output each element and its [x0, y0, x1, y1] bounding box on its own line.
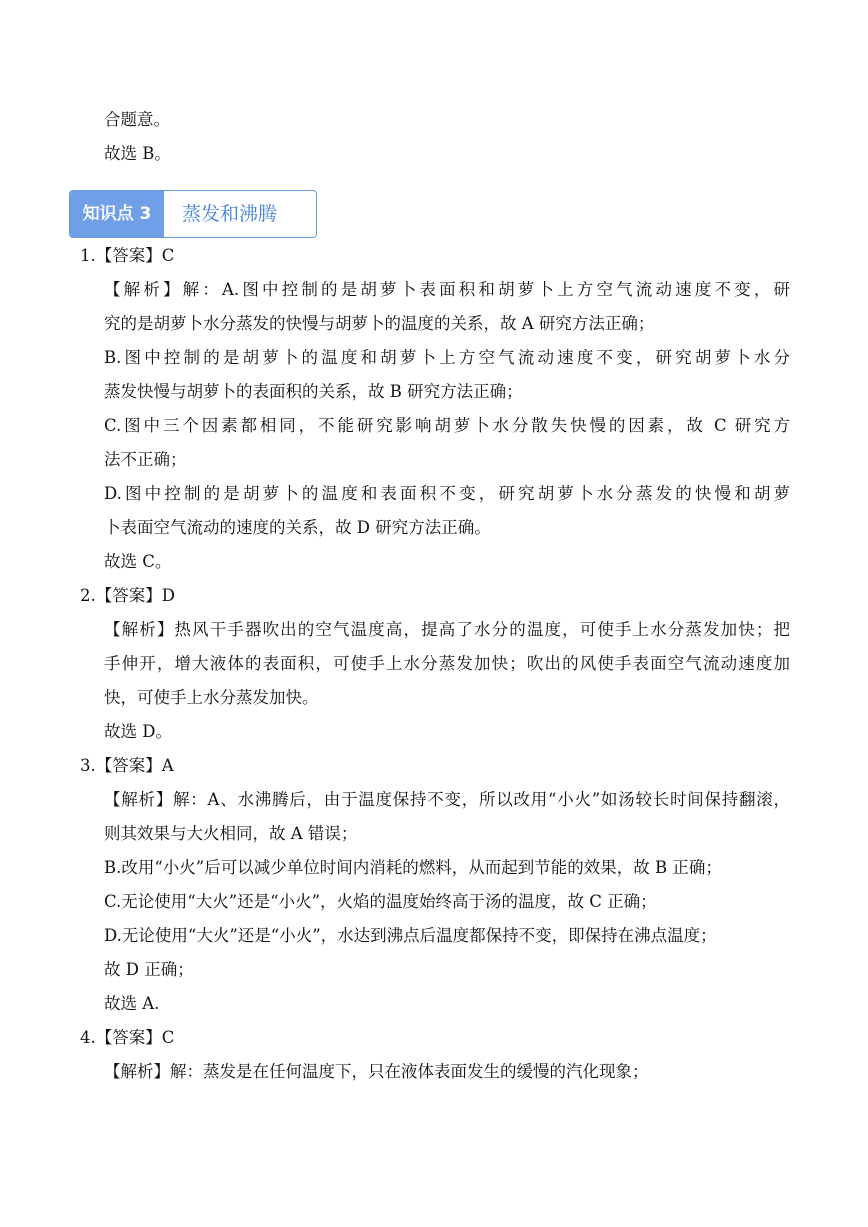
q4-line-1: 【解析】解：蒸发是在任何温度下，只在液体表面发生的缓慢的汽化现象；	[104, 1062, 649, 1081]
q3-line-7: 故选 A.	[104, 994, 160, 1013]
q1-line-6: 法不正确；	[104, 450, 187, 469]
q2-line-1: 【解析】热风干手器吹出的空气温度高，提高了水分的温度，可使手上水分蒸发加快；把	[104, 620, 790, 639]
q4-answer: 4.【答案】C	[80, 1028, 175, 1047]
section-tag: 知识点 3	[70, 191, 164, 237]
q3-line-2: 则其效果与大火相同，故 A 错误；	[104, 824, 358, 843]
q1-line-9: 故选 C。	[104, 552, 172, 571]
q2-answer: 2.【答案】D	[80, 586, 175, 605]
q1-line-8: 卜表面空气流动的速度的关系，故 D 研究方法正确。	[104, 518, 491, 537]
q1-line-3: B.图中控制的是胡萝卜的温度和胡萝卜上方空气流动速度不变，研究胡萝卜水分	[104, 348, 790, 367]
q1-line-1: 【解析】解：A.图中控制的是胡萝卜表面积和胡萝卜上方空气流动速度不变，研	[104, 280, 790, 299]
intro-line-1: 合题意。	[104, 110, 170, 129]
q2-line-2: 手伸开，增大液体的表面积，可使手上水分蒸发加快；吹出的风使手表面空气流动速度加	[104, 654, 790, 673]
q1-line-7: D.图中控制的是胡萝卜的温度和表面积不变，研究胡萝卜水分蒸发的快慢和胡萝	[104, 484, 790, 503]
q2-line-4: 故选 D。	[104, 722, 172, 741]
q3-line-3: B.改用“小火”后可以减少单位时间内消耗的燃料，从而起到节能的效果，故 B 正确；	[104, 858, 722, 877]
intro-line-2: 故选 B。	[104, 144, 171, 163]
q3-line-1: 【解析】解：A、水沸腾后，由于温度保持不变，所以改用“小火”如汤较长时间保持翻滚，	[104, 790, 790, 809]
q3-line-6: 故 D 正确；	[104, 960, 194, 979]
section-header	[69, 190, 317, 238]
q1-line-4: 蒸发快慢与胡萝卜的表面积的关系，故 B 研究方法正确；	[104, 382, 523, 401]
q1-answer: 1.【答案】C	[80, 246, 175, 265]
q1-line-2: 究的是胡萝卜水分蒸发的快慢与胡萝卜的温度的关系，故 A 研究方法正确；	[104, 314, 655, 333]
q3-answer: 3.【答案】A	[80, 756, 174, 775]
q3-line-4: C.无论使用“大火”还是“小火”，火焰的温度始终高于汤的温度，故 C 正确；	[104, 892, 657, 911]
q1-line-5: C.图中三个因素都相同，不能研究影响胡萝卜水分散失快慢的因素，故 C 研究方	[104, 416, 790, 435]
q3-line-5: D.无论使用“大火”还是“小火”，水达到沸点后温度都保持不变，即保持在沸点温度；	[104, 926, 717, 945]
q2-line-3: 快，可使手上水分蒸发加快。	[104, 688, 319, 707]
section-title: 蒸发和沸腾	[182, 203, 278, 225]
